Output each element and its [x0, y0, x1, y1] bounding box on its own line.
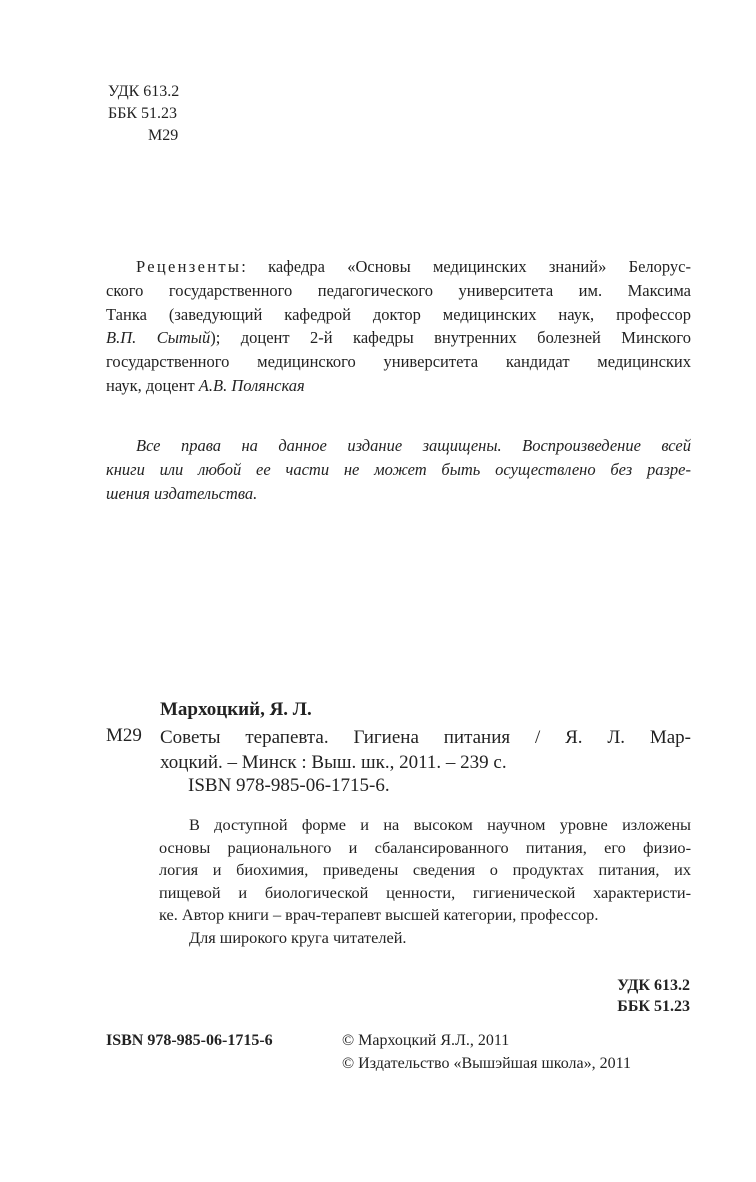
- reviewers-line: ского государственного педагогического университета им. Максима: [106, 280, 691, 300]
- bib-isbn: ISBN 978-985-06-1715-6.: [188, 775, 390, 796]
- copyright-author: © Мархоцкий Я.Л., 2011: [342, 1032, 510, 1049]
- annotation-line: В доступной форме и на высоком научном уровне изложены: [189, 815, 691, 834]
- bib-line: хоцкий. – Минск : Выш. шк., 2011. – 239 с.: [160, 752, 507, 773]
- reviewers-line: : кафедра «Основы медицинских знаний» Белорус-: [241, 257, 691, 276]
- udk-code-bottom: УДК 613.2: [617, 977, 690, 994]
- annotation-line: пищевой и биологической ценности, гигиенической характеристи-: [159, 882, 691, 902]
- reviewers-line: государственного медицинского университета кандидат медицинских: [106, 352, 691, 372]
- udk-code-top: УДК 613.2: [108, 83, 180, 100]
- reviewer-name: В.П. Сытый: [106, 328, 211, 348]
- rights-line: книги или любой ее части не может быть осуществлено без разре-: [106, 459, 691, 479]
- bib-title-block: [160, 725, 691, 775]
- reviewers-label: Рецензенты: [136, 257, 242, 276]
- reviewers-paragraph: [106, 255, 691, 398]
- bbk-code-top: ББК 51.23: [108, 105, 178, 122]
- copyright-publisher: © Издательство «Вышэйшая школа», 2011: [342, 1055, 631, 1072]
- reviewers-line: Танка (заведующий кафедрой доктор медицинских наук, профессор: [106, 304, 691, 324]
- reviewer-name: А.В. Полянская: [198, 375, 305, 395]
- rights-line: шения издательства.: [106, 483, 258, 503]
- rights-notice: [106, 434, 691, 505]
- annotation-line: ке. Автор книги – врач-терапевт высшей категории, профессор.: [159, 905, 599, 924]
- footer-isbn: ISBN 978-985-06-1715-6: [106, 1032, 273, 1049]
- bib-line: Советы терапевта. Гигиена питания / Я. Л. Мар-: [160, 727, 691, 748]
- bib-mark: М29: [106, 725, 142, 746]
- bib-author: Мархоцкий, Я. Л.: [160, 699, 312, 720]
- rights-line: Все права на данное издание защищены. Воспроизведение всей: [136, 436, 691, 455]
- annotation-paragraph: [159, 814, 691, 949]
- annotation-line: логия и биохимия, приведены сведения о продуктах питания, их: [159, 860, 691, 879]
- reviewers-line: ); доцент 2-й кафедры внутренних болезней Минского: [210, 328, 691, 348]
- annotation-line: основы рационального и сбалансированного питания, его физио-: [159, 837, 691, 857]
- author-mark-top: М29: [148, 127, 179, 144]
- annotation-line: Для широкого круга читателей.: [189, 927, 407, 947]
- bbk-code-bottom: ББК 51.23: [617, 998, 690, 1015]
- reviewers-line: наук, доцент: [106, 375, 199, 395]
